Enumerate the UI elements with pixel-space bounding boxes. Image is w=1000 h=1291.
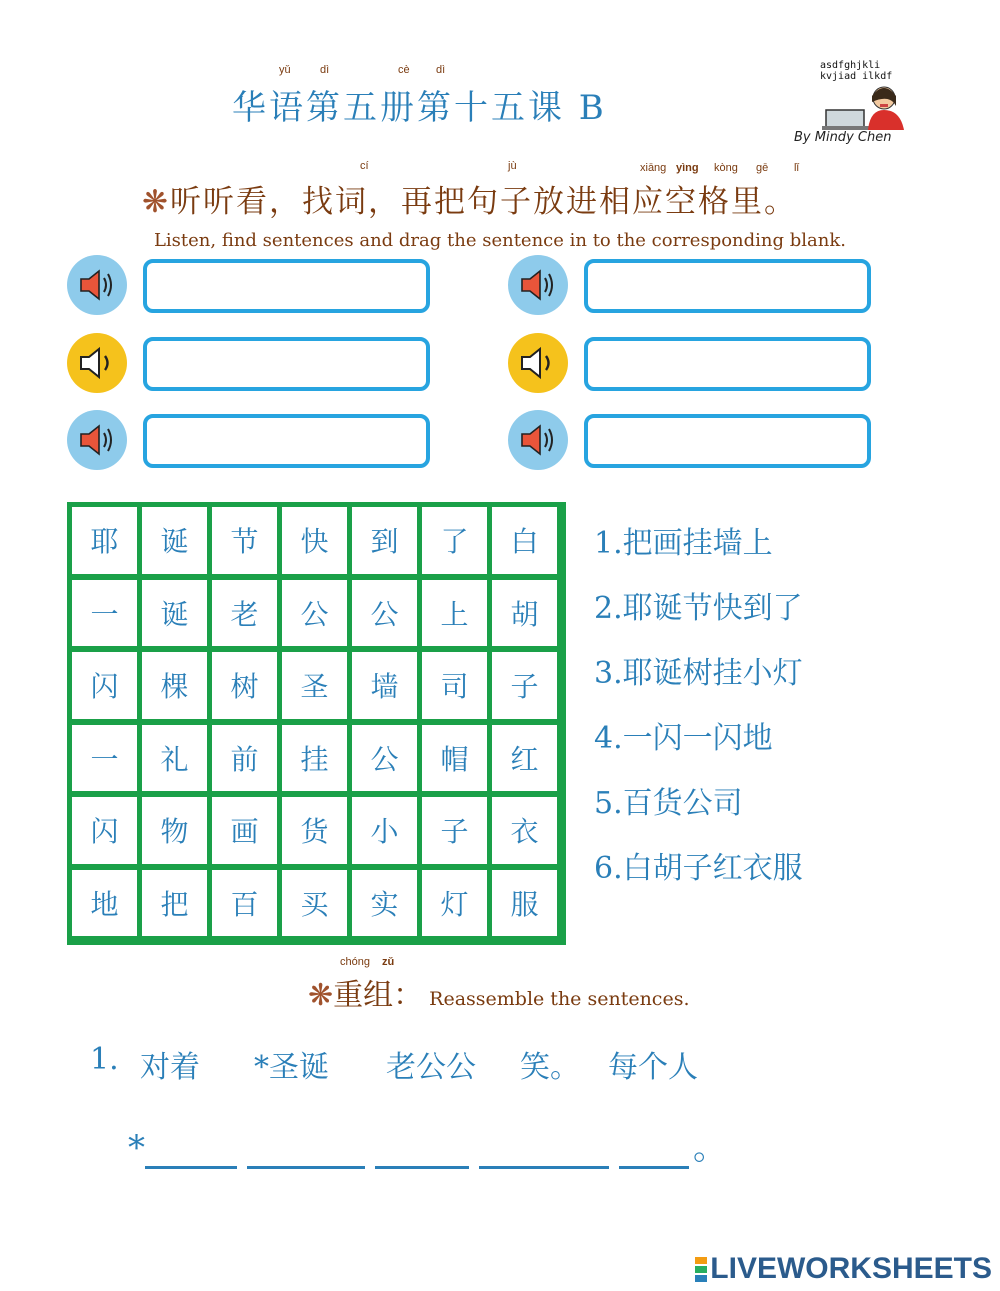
grid-cell[interactable]: 胡 <box>492 580 557 647</box>
grid-cell[interactable]: 公 <box>282 580 347 647</box>
sentence-item[interactable]: 5.百货公司 <box>594 786 743 821</box>
sentence-item[interactable]: 6.白胡子红衣服 <box>594 851 803 886</box>
grid-cell[interactable]: 闪 <box>72 797 137 864</box>
grid-cell[interactable]: 公 <box>352 725 417 792</box>
pinyin-xiang: xiāng <box>640 162 667 174</box>
word-search-grid <box>67 502 566 945</box>
grid-cell[interactable]: 子 <box>492 652 557 719</box>
grid-cell[interactable]: 物 <box>142 797 207 864</box>
reorder-title-en: Reassemble the sentences. <box>429 988 690 1010</box>
grid-cell[interactable]: 树 <box>212 652 277 719</box>
grid-cell[interactable]: 货 <box>282 797 347 864</box>
grid-cell[interactable]: 棵 <box>142 652 207 719</box>
answer-drop-box[interactable] <box>143 259 430 313</box>
instruction-zh <box>142 176 797 221</box>
pinyin-ge: gē <box>756 162 769 174</box>
grid-cell[interactable]: 闪 <box>72 652 137 719</box>
answer-blank-4[interactable] <box>479 1136 609 1169</box>
answer-blank-1[interactable] <box>145 1136 237 1169</box>
grid-cell[interactable]: 红 <box>492 725 557 792</box>
grid-cell[interactable]: 一 <box>72 580 137 647</box>
grid-cell[interactable]: 白 <box>492 507 557 574</box>
grid-cell[interactable]: 司 <box>422 652 487 719</box>
answer-drop-box[interactable] <box>143 337 430 391</box>
pinyin-di2: dì <box>436 64 446 76</box>
grid-cell[interactable]: 圣 <box>282 652 347 719</box>
scramble-word[interactable]: 每个人 <box>608 1050 698 1085</box>
grid-cell[interactable]: 诞 <box>142 507 207 574</box>
grid-cell[interactable]: 墙 <box>352 652 417 719</box>
reorder-heading <box>308 970 689 1014</box>
scramble-word[interactable]: 老公公 <box>386 1050 476 1085</box>
grid-cell[interactable]: 节 <box>212 507 277 574</box>
instruction-zh-text: 听听看，找词，再把句子放进相应空格里。 <box>169 184 797 220</box>
grid-cell[interactable]: 衣 <box>492 797 557 864</box>
answer-blank-5[interactable] <box>619 1136 689 1169</box>
speaker-icon[interactable] <box>508 255 568 315</box>
author-logo <box>794 58 932 154</box>
grid-cell[interactable]: 地 <box>72 870 137 937</box>
answer-drop-box[interactable] <box>584 259 871 313</box>
speaker-icon[interactable] <box>67 410 127 470</box>
pinyin-yu: yǔ <box>279 64 291 76</box>
sentence-item[interactable]: 2.耶诞节快到了 <box>594 591 803 626</box>
scramble-word[interactable]: 笑。 <box>520 1050 580 1085</box>
grid-cell[interactable]: 到 <box>352 507 417 574</box>
answer-blank-3[interactable] <box>375 1136 469 1169</box>
grid-cell[interactable]: 挂 <box>282 725 347 792</box>
answer-end-mark: 。 <box>693 1128 727 1168</box>
sentence-item[interactable]: 3.耶诞树挂小灯 <box>594 656 803 691</box>
pinyin-kong: kòng <box>714 162 738 174</box>
speaker-icon[interactable] <box>67 255 127 315</box>
grid-cell[interactable]: 一 <box>72 725 137 792</box>
grid-cell[interactable]: 快 <box>282 507 347 574</box>
speaker-icon[interactable] <box>67 333 127 393</box>
author-byline: By Mindy Chen <box>794 130 892 145</box>
snowflake-icon: ❋ <box>308 978 334 1013</box>
grid-cell[interactable]: 公 <box>352 580 417 647</box>
grid-cell[interactable]: 诞 <box>142 580 207 647</box>
pinyin-ci: cí <box>360 160 369 172</box>
grid-cell[interactable]: 画 <box>212 797 277 864</box>
answer-drop-box[interactable] <box>584 337 871 391</box>
reorder-title-zh: 重组： <box>333 978 424 1013</box>
footer-brand: LIVEWORKSHEETS <box>710 1252 992 1285</box>
liveworksheets-logo-icon <box>695 1256 707 1283</box>
page-title: 华语第五册第十五课 B <box>232 88 607 128</box>
grid-cell[interactable]: 百 <box>212 870 277 937</box>
grid-cell[interactable]: 礼 <box>142 725 207 792</box>
pinyin-zu: zǔ <box>382 956 395 968</box>
pinyin-li: lǐ <box>794 162 799 174</box>
grid-cell[interactable]: 上 <box>422 580 487 647</box>
sentence-item[interactable]: 1.把画挂墙上 <box>594 526 773 561</box>
grid-cell[interactable]: 前 <box>212 725 277 792</box>
answer-row <box>128 1120 727 1169</box>
grid-cell[interactable]: 把 <box>142 870 207 937</box>
logo-scribble: asdfghjkli kvjiad ilkdf <box>820 60 893 82</box>
grid-cell[interactable]: 耶 <box>72 507 137 574</box>
pinyin-ju: jù <box>508 160 517 172</box>
reorder-item-number: 1. <box>90 1042 119 1077</box>
grid-cell[interactable]: 服 <box>492 870 557 937</box>
instruction-en: Listen, find sentences and drag the sentence in to the corresponding blank. <box>153 230 847 251</box>
snowflake-icon: ❋ <box>142 184 170 220</box>
grid-cell[interactable]: 帽 <box>422 725 487 792</box>
answer-drop-box[interactable] <box>584 414 871 468</box>
sentence-item[interactable]: 4.一闪一闪地 <box>594 721 773 756</box>
teacher-at-laptop-icon <box>820 84 920 134</box>
scramble-word[interactable]: *圣诞 <box>254 1050 329 1085</box>
grid-cell[interactable]: 小 <box>352 797 417 864</box>
grid-cell[interactable]: 灯 <box>422 870 487 937</box>
grid-cell[interactable]: 子 <box>422 797 487 864</box>
scramble-word[interactable]: 对着 <box>140 1050 200 1085</box>
speaker-icon[interactable] <box>508 410 568 470</box>
grid-cell[interactable]: 了 <box>422 507 487 574</box>
answer-blank-2[interactable] <box>247 1136 365 1169</box>
answer-start-mark: * <box>128 1128 145 1168</box>
pinyin-chong: chóng <box>340 956 370 968</box>
pinyin-ce: cè <box>398 64 410 76</box>
answer-drop-box[interactable] <box>143 414 430 468</box>
grid-cell[interactable]: 实 <box>352 870 417 937</box>
speaker-icon[interactable] <box>508 333 568 393</box>
grid-cell[interactable]: 买 <box>282 870 347 937</box>
grid-cell[interactable]: 老 <box>212 580 277 647</box>
footer-branding <box>695 1252 992 1286</box>
pinyin-ying: yìng <box>676 162 699 174</box>
pinyin-di: dì <box>320 64 330 76</box>
